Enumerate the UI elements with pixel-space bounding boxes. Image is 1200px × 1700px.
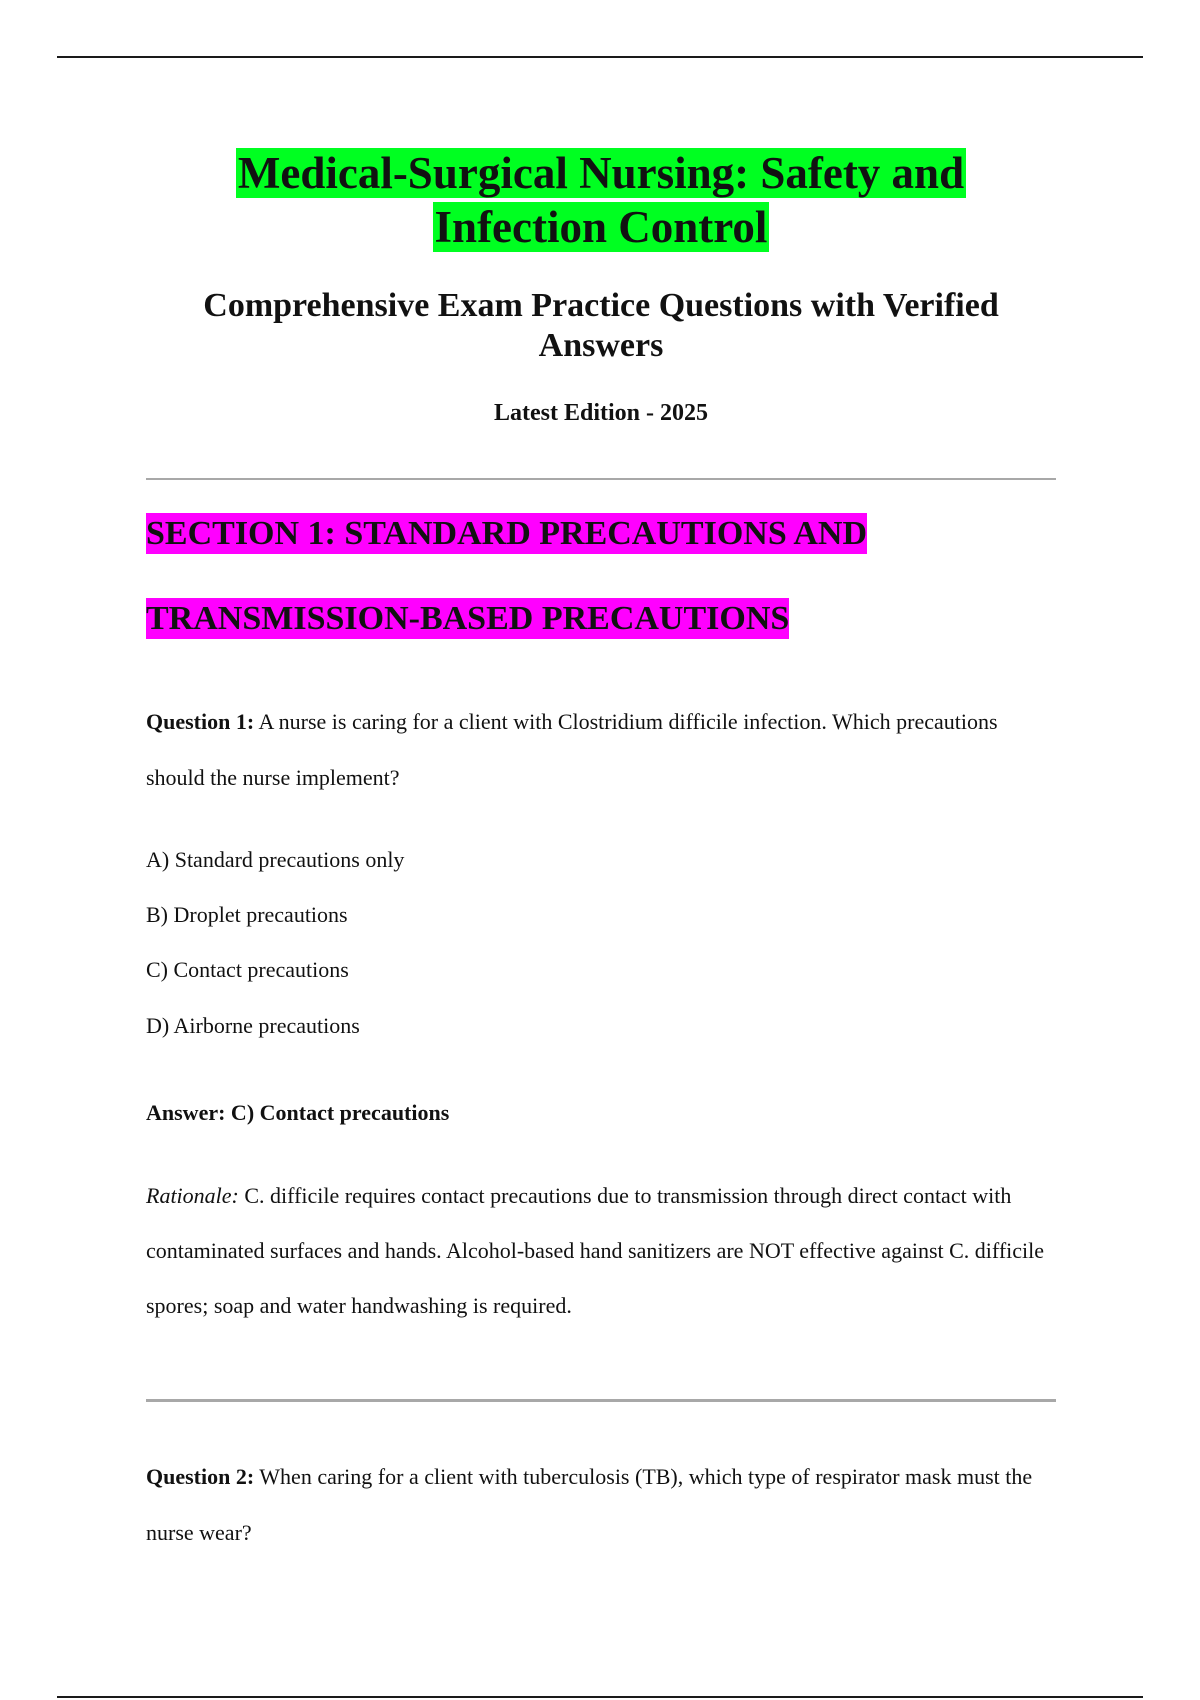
question-1-rationale xyxy=(146,1168,1056,1333)
question-2-label: Question 2: xyxy=(146,1464,255,1489)
question-1-rationale-label: Rationale: xyxy=(146,1183,239,1208)
document-subtitle: Comprehensive Exam Practice Questions with Verified Answers xyxy=(203,287,999,364)
section-heading xyxy=(146,491,1056,661)
question-1-text: A nurse is caring for a client with Clostridium difficile infection. Which precautions should the nurse implement? xyxy=(146,709,998,790)
question-1-option-b: B) Droplet precautions xyxy=(146,902,348,927)
section-divider xyxy=(146,478,1056,480)
question-1-rationale-text: C. difficile requires contact precautions due to transmission through direct contact with contaminated surfaces and hands. Alcohol-based hand sanitizers are NOT effective against C. difficile spores; soap and water handwashing is required. xyxy=(146,1183,1045,1318)
document-title xyxy=(146,146,1056,254)
document-title-highlight: Medical-Surgical Nursing: Safety and Infection Control xyxy=(237,148,965,252)
question-1-answer: Answer: C) Contact precautions xyxy=(146,1100,450,1125)
question-1-label: Question 1: xyxy=(146,709,255,734)
question-divider xyxy=(146,1399,1056,1402)
page-bottom-rule xyxy=(57,1696,1143,1698)
document-edition: Latest Edition - 2025 xyxy=(493,400,708,426)
section-heading-highlight: SECTION 1: STANDARD PRECAUTIONS AND TRANSMISSION-BASED PRECAUTIONS xyxy=(146,515,868,637)
question-2 xyxy=(146,1449,1056,1561)
question-1-option-c: C) Contact precautions xyxy=(146,957,349,982)
question-1 xyxy=(146,694,1056,806)
question-1-option-d: D) Airborne precautions xyxy=(146,1013,360,1038)
question-1-option-a: A) Standard precautions only xyxy=(146,847,405,872)
page-top-rule xyxy=(57,56,1143,58)
question-2-text: When caring for a client with tuberculosis (TB), which type of respirator mask must the nurse wear? xyxy=(146,1464,1033,1545)
